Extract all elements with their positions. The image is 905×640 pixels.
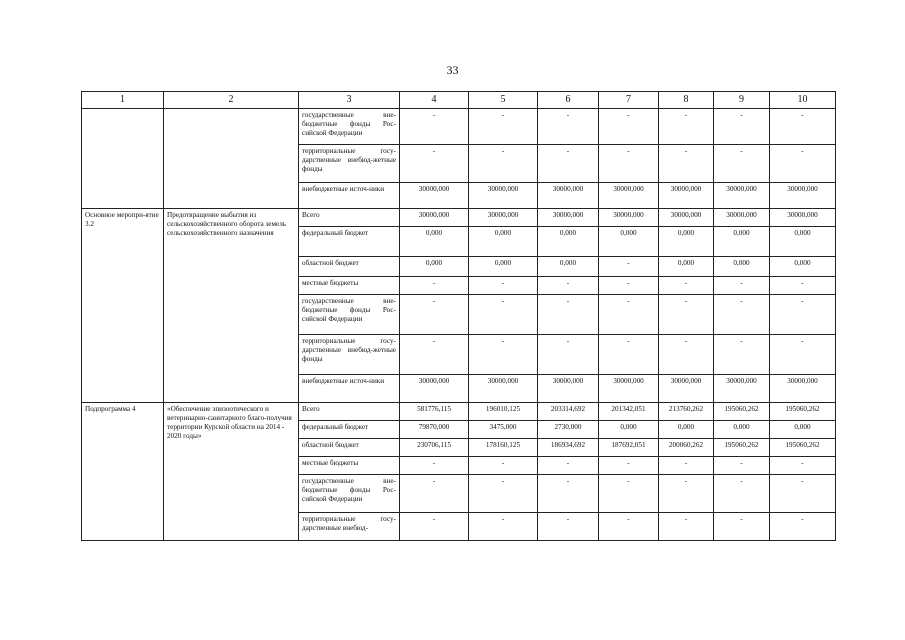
amount-cell: -: [599, 145, 659, 183]
amount-cell: 30000,000: [599, 183, 659, 209]
amount-cell: 0,000: [599, 227, 659, 257]
amount-cell: -: [400, 475, 469, 513]
column-header-2: 2: [164, 92, 299, 109]
amount-cell: 0,000: [770, 227, 836, 257]
amount-cell: -: [659, 277, 714, 295]
amount-cell: -: [770, 475, 836, 513]
amount-cell: -: [714, 277, 770, 295]
amount-cell: 30000,000: [469, 375, 538, 403]
amount-cell: -: [599, 295, 659, 335]
amount-cell: -: [770, 145, 836, 183]
amount-cell: 30000,000: [714, 183, 770, 209]
amount-cell: -: [469, 109, 538, 145]
amount-cell: -: [714, 145, 770, 183]
amount-cell: 30000,000: [469, 183, 538, 209]
amount-cell: 30000,000: [714, 375, 770, 403]
amount-cell: 30000,000: [538, 183, 599, 209]
amount-cell: 79870,000: [400, 421, 469, 439]
amount-cell: -: [659, 145, 714, 183]
amount-cell: 201342,051: [599, 403, 659, 421]
column-header-10: 10: [770, 92, 836, 109]
funding-source-cell: территориальные госу-дарственные внебюд-жетные фонды: [299, 335, 400, 375]
column-header-5: 5: [469, 92, 538, 109]
amount-cell: 203314,692: [538, 403, 599, 421]
budget-table: [81, 91, 836, 541]
amount-cell: 30000,000: [659, 183, 714, 209]
funding-source-cell: территориальные госу-дарственные внебюд-: [299, 513, 400, 541]
amount-cell: -: [659, 335, 714, 375]
column-header-4: 4: [400, 92, 469, 109]
funding-source-cell: государственные вне-бюджетные фонды Рос-сийской Федерации: [299, 475, 400, 513]
column-header-9: 9: [714, 92, 770, 109]
amount-cell: 30000,000: [400, 209, 469, 227]
amount-cell: -: [714, 457, 770, 475]
amount-cell: -: [469, 457, 538, 475]
program-name-cell: [164, 109, 299, 209]
amount-cell: -: [400, 457, 469, 475]
amount-cell: -: [538, 513, 599, 541]
amount-cell: 30000,000: [770, 375, 836, 403]
amount-cell: -: [538, 457, 599, 475]
table-body: [82, 109, 836, 541]
amount-cell: 2730,000: [538, 421, 599, 439]
amount-cell: 0,000: [770, 257, 836, 277]
amount-cell: 30000,000: [469, 209, 538, 227]
amount-cell: 30000,000: [599, 209, 659, 227]
amount-cell: 30000,000: [770, 209, 836, 227]
amount-cell: -: [659, 475, 714, 513]
amount-cell: -: [400, 109, 469, 145]
funding-source-cell: федеральный бюджет: [299, 227, 400, 257]
funding-source-cell: Всего: [299, 209, 400, 227]
amount-cell: -: [659, 295, 714, 335]
amount-cell: -: [714, 109, 770, 145]
column-header-3: 3: [299, 92, 400, 109]
amount-cell: 195060,262: [714, 439, 770, 457]
amount-cell: 30000,000: [400, 375, 469, 403]
amount-cell: -: [400, 335, 469, 375]
amount-cell: -: [714, 513, 770, 541]
amount-cell: 0,000: [400, 257, 469, 277]
amount-cell: -: [469, 277, 538, 295]
amount-cell: 0,000: [714, 421, 770, 439]
table-row: [82, 209, 836, 227]
funding-source-cell: областной бюджет: [299, 257, 400, 277]
funding-source-cell: внебюджетные источ-ники: [299, 183, 400, 209]
amount-cell: 30000,000: [599, 375, 659, 403]
column-header-1: 1: [82, 92, 164, 109]
amount-cell: -: [469, 513, 538, 541]
amount-cell: 0,000: [538, 257, 599, 277]
amount-cell: -: [400, 277, 469, 295]
column-header-8: 8: [659, 92, 714, 109]
amount-cell: 0,000: [400, 227, 469, 257]
amount-cell: 30000,000: [538, 209, 599, 227]
amount-cell: -: [599, 475, 659, 513]
amount-cell: -: [469, 145, 538, 183]
amount-cell: 0,000: [659, 421, 714, 439]
amount-cell: -: [659, 513, 714, 541]
amount-cell: -: [469, 335, 538, 375]
amount-cell: 30000,000: [538, 375, 599, 403]
amount-cell: -: [770, 295, 836, 335]
program-name-cell: «Обеспечение эпизоотического и ветеринарно-санитарного благо-получия территории Курской области на 2014 - 2020 годы»: [164, 403, 299, 541]
column-header-7: 7: [599, 92, 659, 109]
amount-cell: -: [400, 295, 469, 335]
program-name-cell: Предотвращение выбытия из сельскохозяйственного оборота земель сельскохозяйственного назначения: [164, 209, 299, 403]
program-code-cell: Подпрограмма 4: [82, 403, 164, 541]
amount-cell: 0,000: [770, 421, 836, 439]
funding-source-cell: местные бюджеты: [299, 277, 400, 295]
amount-cell: -: [770, 457, 836, 475]
amount-cell: -: [400, 513, 469, 541]
funding-source-cell: местные бюджеты: [299, 457, 400, 475]
amount-cell: -: [538, 277, 599, 295]
amount-cell: 0,000: [714, 227, 770, 257]
amount-cell: -: [538, 295, 599, 335]
amount-cell: 30000,000: [400, 183, 469, 209]
amount-cell: -: [538, 335, 599, 375]
amount-cell: 230706,115: [400, 439, 469, 457]
amount-cell: -: [400, 145, 469, 183]
page-number: 33: [446, 63, 459, 77]
amount-cell: -: [599, 513, 659, 541]
amount-cell: -: [659, 457, 714, 475]
amount-cell: -: [714, 295, 770, 335]
amount-cell: -: [599, 457, 659, 475]
amount-cell: 195060,262: [770, 439, 836, 457]
amount-cell: -: [659, 109, 714, 145]
amount-cell: 195060,262: [770, 403, 836, 421]
amount-cell: 0,000: [599, 421, 659, 439]
amount-cell: 200060,262: [659, 439, 714, 457]
amount-cell: -: [770, 335, 836, 375]
program-code-cell: Основное меропри-ятие 3.2: [82, 209, 164, 403]
amount-cell: 195060,262: [714, 403, 770, 421]
amount-cell: 186934,692: [538, 439, 599, 457]
amount-cell: 30000,000: [659, 375, 714, 403]
funding-source-cell: государственные вне-бюджетные фонды Рос-сийской Федерации: [299, 109, 400, 145]
amount-cell: -: [469, 295, 538, 335]
amount-cell: -: [770, 109, 836, 145]
funding-source-cell: Всего: [299, 403, 400, 421]
funding-source-cell: областной бюджет: [299, 439, 400, 457]
amount-cell: -: [469, 475, 538, 513]
amount-cell: -: [714, 335, 770, 375]
funding-source-cell: государственные вне-бюджетные фонды Рос-сийской Федерации: [299, 295, 400, 335]
amount-cell: -: [770, 277, 836, 295]
table-row: [82, 109, 836, 145]
header-row: [82, 92, 836, 109]
amount-cell: 30000,000: [714, 209, 770, 227]
funding-source-cell: территориальные госу-дарственные внебюд-жетные фонды: [299, 145, 400, 183]
amount-cell: 0,000: [659, 227, 714, 257]
amount-cell: -: [538, 475, 599, 513]
amount-cell: 0,000: [469, 257, 538, 277]
amount-cell: -: [599, 277, 659, 295]
amount-cell: -: [538, 145, 599, 183]
amount-cell: 30000,000: [770, 183, 836, 209]
amount-cell: -: [714, 475, 770, 513]
column-header-6: 6: [538, 92, 599, 109]
amount-cell: -: [599, 109, 659, 145]
amount-cell: 0,000: [714, 257, 770, 277]
amount-cell: 581776,115: [400, 403, 469, 421]
amount-cell: 0,000: [469, 227, 538, 257]
amount-cell: 187692,051: [599, 439, 659, 457]
amount-cell: 30000,000: [659, 209, 714, 227]
amount-cell: 0,000: [659, 257, 714, 277]
program-code-cell: [82, 109, 164, 209]
amount-cell: 196010,125: [469, 403, 538, 421]
amount-cell: -: [599, 335, 659, 375]
amount-cell: 213760,262: [659, 403, 714, 421]
funding-source-cell: внебюджетные источ-ники: [299, 375, 400, 403]
amount-cell: -: [770, 513, 836, 541]
amount-cell: 0,000: [538, 227, 599, 257]
amount-cell: 178160,125: [469, 439, 538, 457]
funding-source-cell: федеральный бюджет: [299, 421, 400, 439]
amount-cell: 3475,000: [469, 421, 538, 439]
amount-cell: -: [538, 109, 599, 145]
amount-cell: -: [599, 257, 659, 277]
table-row: [82, 403, 836, 421]
